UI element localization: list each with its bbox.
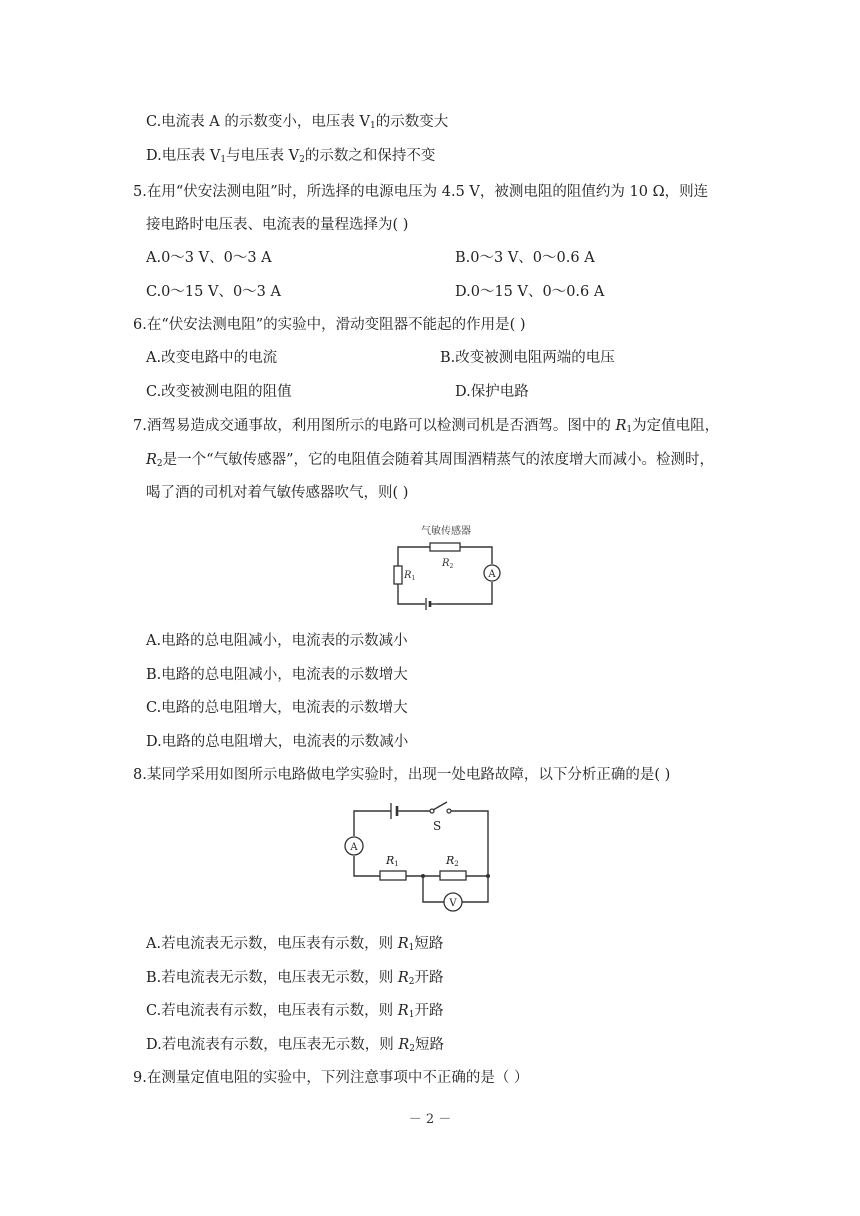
page-number: － 2 － xyxy=(408,1112,452,1127)
q8-stem: 8.某同学采用如图所示电路做电学实验时，出现一处电路故障，以下分析正确的是( ) xyxy=(133,767,671,783)
q7-option-b: B.电路的总电阻减小，电流表的示数增大 xyxy=(146,667,408,683)
q8-option-c: C.若电流表有示数，电压表有示数，则 $R_1$开路 xyxy=(146,1003,444,1020)
r1-label: R1 xyxy=(386,854,399,868)
r2-resistor xyxy=(440,871,466,880)
switch-icon xyxy=(430,802,451,813)
q6-option-c: C.改变被测电阻的阻值 xyxy=(146,384,292,400)
q6-stem: 6.在“伏安法测电阻”的实验中，滑动变阻器不能起的作用是( ) xyxy=(133,317,526,333)
q7-circuit-diagram xyxy=(385,522,505,614)
r2-label: $R_2$ xyxy=(442,558,454,570)
svg-text:A: A xyxy=(488,569,496,580)
r1-resistor xyxy=(394,566,402,584)
q4-option-d: D.电压表 $V_1$与电压表 $V_2$的示数之和保持不变 xyxy=(146,148,436,165)
battery-icon xyxy=(426,598,437,610)
q5-stem-line1: 5.在用“伏安法测电阻”时，所选择的电源电压为 4.5 V，被测电阻的阻值约为 10 Ω，则连 xyxy=(133,184,709,200)
r2-label: R2 xyxy=(446,854,459,868)
q8-circuit-diagram xyxy=(342,798,492,916)
switch-label: S xyxy=(433,819,442,833)
q7-option-a: A.电路的总电阻减小，电流表的示数减小 xyxy=(146,633,408,649)
q6-option-b: B.改变被测电阻两端的电压 xyxy=(440,350,615,366)
q5-stem-line2: 接电路时电压表、电流表的量程选择为( ) xyxy=(146,217,409,233)
q7-option-c: C.电路的总电阻增大，电流表的示数增大 xyxy=(146,700,408,716)
q8-option-b: B.若电流表无示数，电压表无示数，则 $R_2$开路 xyxy=(146,970,444,987)
r1-label: $R_1$ xyxy=(404,570,416,582)
q7-stem-line2: $R_2$是一个“气敏传感器”，它的电阻值会随着其周围酒精蒸气的浓度增大而减小。检测时， xyxy=(146,452,714,469)
q5-option-b: B.0～3 V、0～0.6 A xyxy=(455,250,595,266)
svg-text:A: A xyxy=(350,842,358,853)
battery-icon xyxy=(390,803,400,819)
ammeter-icon xyxy=(484,565,500,581)
q6-option-d: D.保护电路 xyxy=(455,384,529,400)
q4-option-c: C.电流表 A 的示数变小，电压表 $V_1$的示数变大 xyxy=(146,114,449,131)
q8-option-d: D.若电流表有示数，电压表无示数，则 $R_2$短路 xyxy=(146,1037,444,1054)
q8-option-a: A.若电流表无示数，电压表有示数，则 $R_1$短路 xyxy=(146,936,444,953)
q7-stem-line3: 喝了酒的司机对着气敏传感器吹气，则( ) xyxy=(146,485,409,501)
r2-sensor-resistor xyxy=(430,543,460,551)
q6-option-a: A.改变电路中的电流 xyxy=(146,350,278,366)
svg-text:V: V xyxy=(449,898,457,909)
sensor-label: 气敏传感器 xyxy=(421,526,471,537)
q5-option-a: A.0～3 V、0～3 A xyxy=(146,250,272,266)
q9-stem: 9.在测量定值电阻的实验中，下列注意事项中不正确的是（ ） xyxy=(133,1070,529,1086)
voltmeter-icon xyxy=(444,893,462,911)
q7-option-d: D.电路的总电阻增大，电流表的示数减小 xyxy=(146,734,409,750)
q7-stem-line1: 7.酒驾易造成交通事故，利用图所示的电路可以检测司机是否酒驾。图中的 $R_1$为定值电阻， xyxy=(133,418,720,435)
q5-option-c: C.0～15 V、0～3 A xyxy=(146,284,281,300)
q5-option-d: D.0～15 V、0～0.6 A xyxy=(455,284,605,300)
r1-resistor xyxy=(380,871,406,880)
ammeter-icon xyxy=(345,837,363,855)
